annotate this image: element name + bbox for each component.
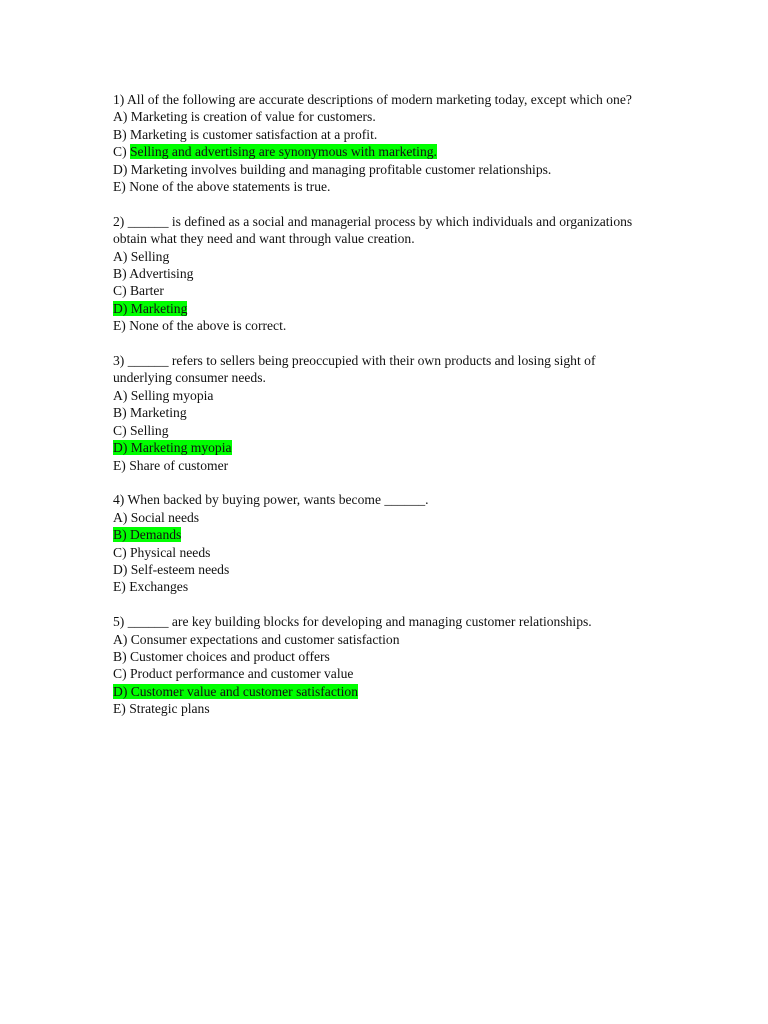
answer-option-e: E) None of the above is correct. (113, 318, 287, 334)
answer-option-a: A) Selling myopia (113, 387, 214, 403)
question-5 (113, 613, 653, 717)
question-1 (113, 91, 653, 195)
answer-option-b-correct (113, 526, 653, 543)
question-stem: 5) ______ are key building blocks for developing and managing customer relationships. (113, 614, 592, 630)
question-stem: 3) ______ refers to sellers being preoccupied with their own products and losing sight of underlying consumer needs. (113, 353, 596, 386)
answer-option-c: C) Selling (113, 422, 169, 438)
correct-answer-highlight: Selling and advertising are synonymous with marketing. (130, 144, 437, 160)
answer-option-c: C) Barter (113, 283, 164, 299)
answer-option-b: B) Customer choices and product offers (113, 648, 330, 664)
question-2 (113, 213, 653, 335)
question-4 (113, 491, 653, 595)
answer-option-b: B) Marketing is customer satisfaction at a profit. (113, 126, 378, 142)
correct-answer-highlight: B) Demands (113, 527, 182, 543)
answer-option-a: A) Consumer expectations and customer satisfaction (113, 631, 400, 647)
answer-option-d-correct (113, 439, 653, 456)
answer-option-d: D) Self-esteem needs (113, 561, 230, 577)
answer-option-b: B) Marketing (113, 405, 187, 421)
answer-option-a: A) Social needs (113, 509, 200, 525)
answer-option-d: D) Marketing involves building and managing profitable customer relationships. (113, 161, 552, 177)
question-stem: 4) When backed by buying power, wants become ______. (113, 492, 429, 508)
question-stem: 1) All of the following are accurate descriptions of modern marketing today, except which one? (113, 92, 632, 107)
answer-option-d-correct (113, 683, 653, 700)
question-3 (113, 352, 653, 474)
correct-answer-highlight: D) Marketing myopia (113, 440, 232, 456)
question-stem: 2) ______ is defined as a social and managerial process by which individuals and organizations obtain what they need and want through value creation. (113, 213, 633, 247)
answer-option-a: A) Selling (113, 248, 170, 264)
answer-option-c-correct: C) Selling and advertising are synonymous with marketing. (113, 144, 437, 160)
correct-answer-highlight: D) Customer value and customer satisfaction (113, 683, 358, 699)
answer-option-a: A) Marketing is creation of value for customers. (113, 109, 376, 125)
document-page (113, 91, 653, 735)
correct-answer-highlight: D) Marketing (113, 300, 188, 316)
answer-option-e: E) Share of customer (113, 457, 229, 473)
answer-option-c: C) Physical needs (113, 544, 211, 560)
answer-option-d-correct (113, 300, 653, 317)
answer-option-e: E) Strategic plans (113, 701, 210, 717)
answer-option-b: B) Advertising (113, 266, 194, 282)
answer-option-c: C) Product performance and customer value (113, 666, 354, 682)
answer-option-e: E) Exchanges (113, 579, 189, 595)
answer-option-e: E) None of the above statements is true. (113, 179, 331, 195)
